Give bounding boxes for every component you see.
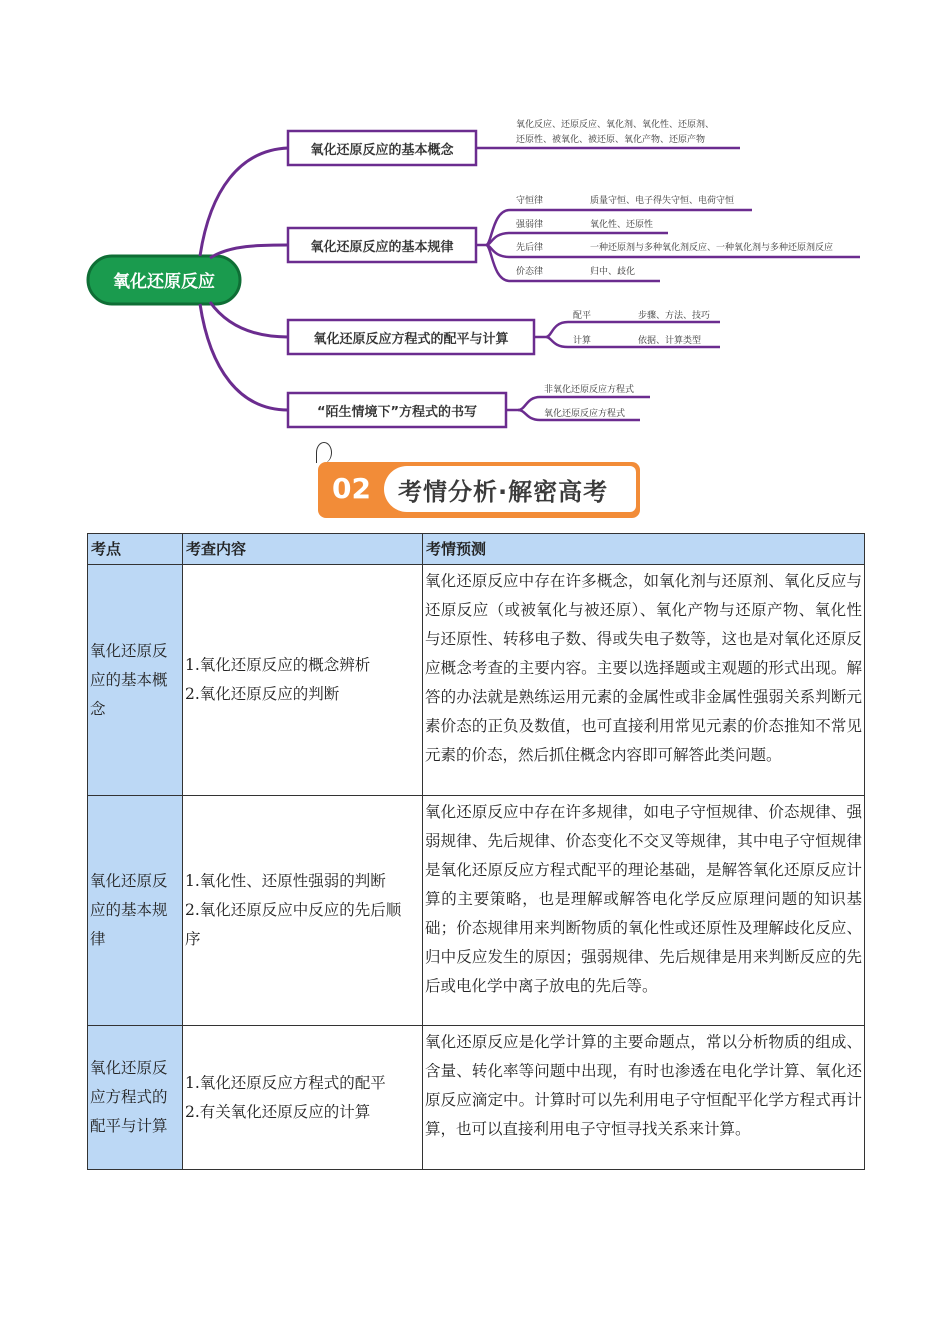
- header-predict: 考情预测: [423, 534, 865, 565]
- law-detail: 归中、歧化: [590, 267, 636, 277]
- branch-label: “陌生情境下”方程式的书写: [316, 405, 478, 420]
- section-banner: [318, 456, 640, 520]
- branch-label: 氧化还原反应的基本概念: [310, 143, 454, 158]
- cell-predict: 氧化还原反应中存在许多规律，如电子守恒规律、价态规律、强弱规律、先后规律、价态变化不交叉等规律，其中电子守恒规律是氧化还原反应方程式配平的理论基础，是解答氧化还原反应计算的主要策略，也是理解或解答电化学反应原理问题的知识基础；价态规律用来判断物质的氧化性或还原性及理解歧化反应、归中反应发生的原因；强弱规律、先后规律是用来判断反应的先后或电化学中离子放电的先后等。: [423, 796, 865, 1026]
- cell-predict: 氧化还原反应是化学计算的主要命题点，常以分析物质的组成、含量、转化率等问题中出现，有时也渗透在电化学计算、氧化还原反应滴定中。计算时可以先利用电子守恒配平化学方程式再计算，也可以直接利用电子守恒寻找关系来计算。: [423, 1026, 865, 1170]
- cell-content: 1.氧化还原反应的概念辨析 2.氧化还原反应的判断: [183, 565, 423, 796]
- law-name: 强弱律: [516, 220, 544, 230]
- section-title: 考情分析·解密高考: [398, 478, 609, 506]
- branch-label: 氧化还原反应方程式的配平与计算: [313, 332, 509, 347]
- cell-point: 氧化还原反 应方程式的 配平与计算: [88, 1026, 183, 1170]
- table-header-row: [88, 534, 865, 565]
- concept-list-line: 还原性、被氧化、被还原、氧化产物、还原产物: [516, 135, 706, 145]
- law-name: 价态律: [516, 267, 544, 277]
- branch-balancing-calc: [288, 309, 720, 354]
- header-content: 考查内容: [183, 534, 423, 565]
- law-name: 先后律: [516, 243, 544, 253]
- root-label: 氧化还原反应: [113, 272, 215, 292]
- calc-name: 计算: [573, 336, 592, 346]
- clip-icon: [316, 442, 332, 463]
- section-number: 02: [332, 472, 371, 505]
- law-name: 守恒律: [516, 196, 544, 206]
- calc-name: 配平: [573, 311, 592, 321]
- writing-item: 非氧化还原反应方程式: [544, 385, 635, 395]
- mind-map: [0, 0, 950, 440]
- law-detail: 氧化性、还原性: [590, 220, 654, 230]
- law-detail: 质量守恒、电子得失守恒、电荷守恒: [590, 196, 735, 206]
- calc-detail: 依据、计算类型: [638, 336, 702, 346]
- branch-basic-laws: [288, 194, 860, 281]
- writing-item: 氧化还原反应方程式: [544, 409, 626, 419]
- calc-detail: 步骤、方法、技巧: [638, 311, 711, 321]
- header-point: 考点: [88, 534, 183, 565]
- table-row: [88, 565, 865, 796]
- branch-equation-writing: [288, 383, 650, 427]
- cell-point: 氧化还原反 应的基本概 念: [88, 565, 183, 796]
- law-detail: 一种还原剂与多种氧化剂反应、一种氧化剂与多种还原剂反应: [590, 243, 834, 253]
- table-row: [88, 796, 865, 1026]
- cell-content: 1.氧化性、还原性强弱的判断 2.氧化还原反应中反应的先后顺 序: [183, 796, 423, 1026]
- cell-point: 氧化还原反 应的基本规 律: [88, 796, 183, 1026]
- cell-content: 1.氧化还原反应方程式的配平 2.有关氧化还原反应的计算: [183, 1026, 423, 1170]
- branch-label: 氧化还原反应的基本规律: [310, 240, 454, 255]
- concept-list-line: 氧化反应、还原反应、氧化剂、氧化性、还原剂、: [516, 120, 715, 130]
- table-row: [88, 1026, 865, 1170]
- cell-predict: 氧化还原反应中存在许多概念，如氧化剂与还原剂、氧化反应与还原反应（或被氧化与被还原）、氧化产物与还原产物、氧化性与还原性、转移电子数、得或失电子数等，这也是对氧化还原反应概念考查的主要内容。主要以选择题或主观题的形式出现。解答的办法就是熟练运用元素的金属性或非金属性强弱关系判断元素价态的正负及数值，也可直接利用常见元素的价态推知不常见元素的价态，然后抓住概念内容即可解答此类问题。: [423, 565, 865, 796]
- exam-analysis-table: [87, 533, 865, 1170]
- branch-basic-concepts: [288, 118, 740, 165]
